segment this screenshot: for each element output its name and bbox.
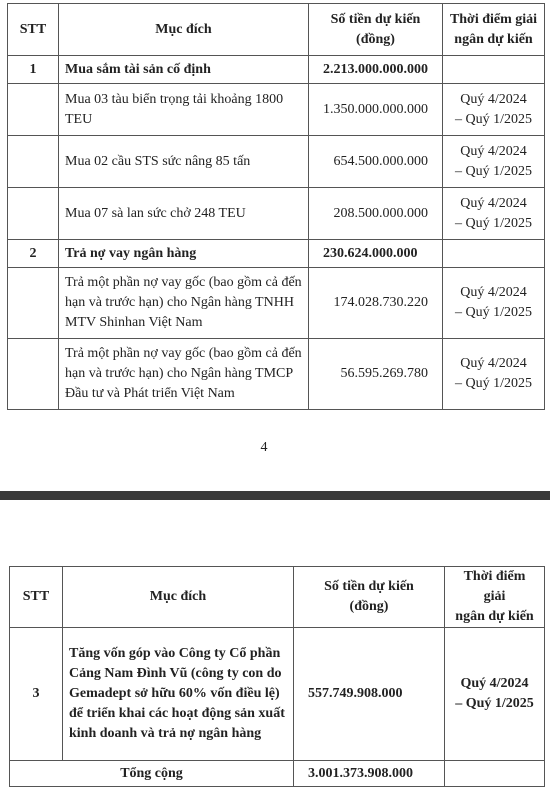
- table-row: [10, 628, 545, 761]
- amount-cell: 56.595.269.780: [309, 339, 443, 410]
- table-row: [8, 136, 545, 188]
- page-number: 4: [260, 440, 268, 455]
- stt-cell: [8, 339, 59, 410]
- table-row: [8, 240, 545, 268]
- header-amount: Số tiền dự kiến (đồng): [309, 4, 443, 56]
- table-row: [8, 339, 545, 410]
- time-cell: Quý 4/2024 – Quý 1/2025: [443, 268, 545, 339]
- total-amount: 3.001.373.908.000: [294, 761, 445, 787]
- time-cell: Quý 4/2024 – Quý 1/2025: [443, 136, 545, 188]
- table-row: [8, 268, 545, 339]
- amount-cell: 230.624.000.000: [309, 240, 443, 268]
- amount-cell: 654.500.000.000: [309, 136, 443, 188]
- purpose-cell: Trả một phần nợ vay gốc (bao gồm cả đến hạn và trước hạn) cho Ngân hàng TMCP Đầu tư và Phát triển Việt Nam: [59, 339, 309, 410]
- table-row: [8, 56, 545, 84]
- table-header-row: [8, 4, 545, 56]
- purpose-cell: Mua 07 sà lan sức chở 248 TEU: [59, 188, 309, 240]
- table-header-row: [10, 567, 545, 628]
- purpose-cell: Mua 03 tàu biển trọng tải khoảng 1800 TEU: [59, 84, 309, 136]
- header-time: Thời điểm giải ngân dự kiến: [445, 567, 545, 628]
- stt-cell: [8, 136, 59, 188]
- stt-cell: 2: [8, 240, 59, 268]
- header-time: Thời điểm giải ngân dự kiến: [443, 4, 545, 56]
- stt-cell: [8, 268, 59, 339]
- amount-cell: 557.749.908.000: [294, 628, 445, 761]
- table-row: [8, 84, 545, 136]
- time-cell: Quý 4/2024 – Quý 1/2025: [443, 84, 545, 136]
- header-stt: STT: [8, 4, 59, 56]
- purpose-cell: Mua 02 cầu STS sức nâng 85 tấn: [59, 136, 309, 188]
- time-cell: [443, 240, 545, 268]
- stt-cell: 3: [10, 628, 63, 761]
- total-row: [10, 761, 545, 787]
- purpose-cell: Trả nợ vay ngân hàng: [59, 240, 309, 268]
- amount-cell: 174.028.730.220: [309, 268, 443, 339]
- header-purpose: Mục đích: [59, 4, 309, 56]
- purpose-cell: Tăng vốn góp vào Công ty Cổ phần Cảng Nam Đình Vũ (công ty con do Gemadept sở hữu 60% vốn điều lệ) để triển khai các hoạt động sản xuất kinh doanh và trả nợ ngân hàng: [63, 628, 294, 761]
- stt-cell: 1: [8, 56, 59, 84]
- header-purpose: Mục đích: [63, 567, 294, 628]
- purpose-cell: Trả một phần nợ vay gốc (bao gồm cả đến hạn và trước hạn) cho Ngân hàng TNHH MTV Shinhan Việt Nam: [59, 268, 309, 339]
- time-cell: [445, 761, 545, 787]
- purpose-cell: Mua sắm tài sản cố định: [59, 56, 309, 84]
- page-separator: [0, 491, 550, 500]
- allocation-table-page5: [9, 566, 545, 787]
- amount-cell: 1.350.000.000.000: [309, 84, 443, 136]
- stt-cell: [8, 84, 59, 136]
- table-row: [8, 188, 545, 240]
- total-label: Tổng cộng: [10, 761, 294, 787]
- amount-cell: 2.213.000.000.000: [309, 56, 443, 84]
- page-top-margin: [0, 500, 550, 566]
- time-cell: [443, 56, 545, 84]
- header-stt: STT: [10, 567, 63, 628]
- header-amount: Số tiền dự kiến (đồng): [294, 567, 445, 628]
- time-cell: Quý 4/2024 – Quý 1/2025: [443, 339, 545, 410]
- time-cell: Quý 4/2024 – Quý 1/2025: [445, 628, 545, 761]
- stt-cell: [8, 188, 59, 240]
- time-cell: Quý 4/2024 – Quý 1/2025: [443, 188, 545, 240]
- allocation-table-page4: [7, 3, 545, 410]
- amount-cell: 208.500.000.000: [309, 188, 443, 240]
